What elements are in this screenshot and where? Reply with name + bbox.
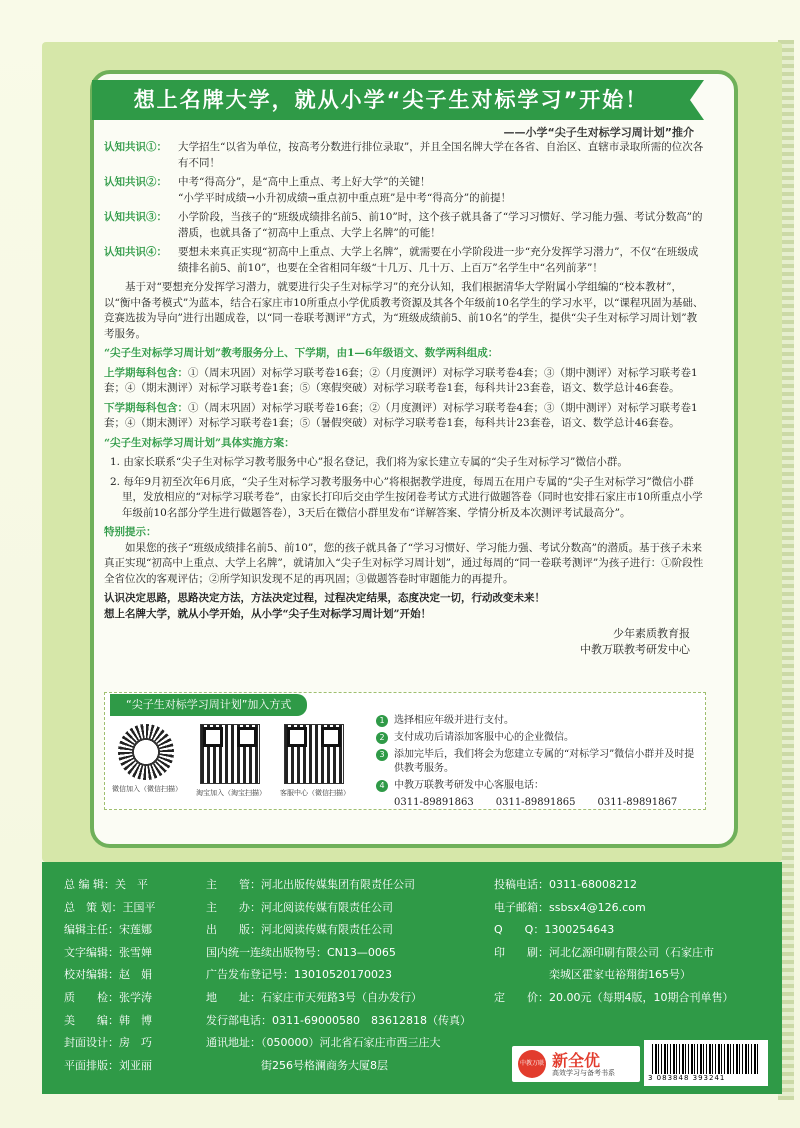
consensus-label: 认知共识③： — [104, 211, 167, 223]
qr-caption: 淘宝加入（淘宝扫描） — [196, 789, 266, 797]
contact-line: 投稿电话：0311-68008212 — [494, 878, 637, 891]
join-step — [376, 748, 696, 776]
contact-line[interactable]: 电子邮箱：ssbsx4@126.com — [494, 900, 646, 914]
slogan-1: 认识决定思路，思路决定方法，方法决定过程，过程决定结果，态度决定一切，行动改变未来！ — [104, 592, 545, 604]
upper-label: 上学期每科包含： — [104, 366, 188, 379]
qr-code-icon — [118, 724, 174, 780]
phone-number[interactable]: 0311-89891867 — [597, 797, 678, 808]
publisher-line: 通讯地址：（050000）河北省石家庄市西三庄大 — [206, 1036, 441, 1050]
phone-list — [376, 796, 696, 810]
staff-line: 封面设计：房 巧 — [64, 1036, 152, 1050]
tip-title: 特别提示： — [104, 526, 157, 538]
qr-caption: 微信加入（微信扫描） — [112, 785, 182, 793]
qr-service[interactable] — [280, 724, 348, 798]
plan-step-2: 2. 每年9月初至次年6月底，“尖子生对标学习教考服务中心”将根据教学进度，每周五在用户专属的“尖子生对标学习”微信小群里，发放相应的“对标学习联考卷”，由家长打印后交由学生按闭卷考试方式进行做题答卷（同时也安排石家庄市10所重点小学年级前10名部分学生进行做题答卷），3天后在微信小群里发布“详解答案、学情分析及本次测评考试最高分”。 — [110, 475, 703, 519]
lower-semester — [104, 401, 704, 432]
signature-org-1: 少年素质教育报 — [613, 627, 690, 640]
staff-line: 编辑主任：宋莲娜 — [64, 923, 152, 937]
step-text: 选择相应年级并进行支付。 — [394, 715, 514, 726]
step-number-icon: 3 — [376, 749, 388, 761]
masthead-footer — [42, 862, 782, 1094]
lower-label: 下学期每科包含： — [104, 401, 188, 414]
phone-number[interactable]: 0311-89891865 — [495, 797, 576, 808]
publisher-line: 地 址：石家庄市天苑路3号（自办发行） — [206, 990, 422, 1004]
staff-line: 平面排版：刘亚丽 — [64, 1058, 152, 1072]
qr-wechat[interactable] — [112, 724, 180, 794]
consensus-text: 小学阶段，当孩子的“班级成绩排名前5、前10”时，这个孩子就具备了“学习习惯好、学习能力强、考试分数高”的潜质，也就具备了“初高中上重点、大学上名牌”的可能！ — [178, 211, 703, 239]
service-title: “尖子生对标学习周计划”教考服务分上、下学期，由1—6年级语文、数学两科组成： — [104, 347, 499, 359]
qr-code-icon — [284, 724, 344, 784]
footer-column-contact — [494, 874, 734, 1010]
upper-semester — [104, 366, 704, 397]
tip-text: 如果您的孩子“班级成绩排名前5、前10”，您的孩子就具备了“学习习惯好、学习能力强、考试分数高”的潜质。基于孩子未来真正实现“初高中上重点、大学上名牌”，就请加入“尖子生对标学习周计划”，通过每周的“同一卷联考测评”为孩子进行：①阶段性全省位次的客观评估；②所学知识发现不足的再巩固；③做题答卷时审题能力的再提升。 — [104, 541, 704, 585]
consensus-label: 认知共识④： — [104, 246, 167, 258]
phone-number[interactable]: 0311-89891863 — [394, 797, 474, 808]
join-step — [376, 714, 696, 728]
step-number-icon: 4 — [376, 780, 388, 792]
barcode-number: 3 083848 393241 — [648, 1074, 726, 1082]
staff-line: 文字编辑：张雪婵 — [64, 945, 152, 959]
step-text: 添加完毕后，我们将会为您建立专属的“对标学习”微信小群并及时提供教考服务。 — [394, 749, 695, 774]
page-headline: 想上名牌大学，就从小学“尖子生对标学习”开始！ — [92, 80, 690, 120]
qr-code-icon — [200, 724, 260, 784]
consensus-label: 认知共识①： — [104, 141, 167, 153]
contact-line: 定 价：20.00元（每期4版，10期合刊单售） — [494, 990, 734, 1004]
footer-column-publisher — [206, 874, 471, 1077]
plan-title: “尖子生对标学习周计划”具体实施方案： — [104, 436, 295, 449]
staff-line: 质 检：张学涛 — [64, 990, 152, 1004]
publisher-line: 国内统一连续出版物号：CN13—0065 — [206, 945, 396, 959]
join-title: “尖子生对标学习周计划”加入方式 — [110, 694, 307, 716]
step-text: 支付成功后请添加客服中心的企业微信。 — [394, 732, 574, 743]
consensus-4 — [104, 245, 704, 276]
contact-line: 栾城区霍家屯裕翔街165号） — [494, 968, 691, 982]
step-number-icon: 1 — [376, 715, 388, 727]
staff-line: 校对编辑：赵 娟 — [64, 968, 152, 982]
publisher-line: 发行部电话：0311-69000580 83612818（传真） — [206, 1013, 471, 1027]
brand-tagline: 高效学习与备考书系 — [552, 1069, 615, 1077]
publisher-line: 街256号格澜商务大厦8层 — [206, 1058, 388, 1072]
consensus-text: 要想未来真正实现“初高中上重点、大学上名牌”，就需要在小学阶段进一步“充分发挥学习潜力”，不仅“在班级成绩排名前5、前10”，也要在全省相同年级“十几万、几十万、上百万”名学生中“名列前茅”！ — [178, 246, 699, 274]
consensus-label: 认知共识②： — [104, 176, 167, 188]
consensus-1 — [104, 140, 704, 171]
join-step — [376, 731, 696, 745]
publisher-line: 主 管：河北出版传媒集团有限责任公司 — [206, 878, 415, 891]
consensus-text: 大学招生“以省为单位，按高考分数进行排位录取”，并且全国名牌大学在各省、自治区、直辖市录取所需的位次各有不同！ — [178, 141, 704, 169]
main-content — [104, 140, 704, 658]
brand-badge-icon: 中教万联 — [518, 1050, 546, 1078]
barcode-icon — [652, 1044, 760, 1074]
intro-paragraph: 基于对“要想充分发挥学习潜力，就要进行尖子生对标学习”的充分认知，我们根据清华大学附属小学组编的“校本教材”，以“衡中备考模式”为蓝本，结合石家庄市10所重点小学优质教考资源及其各个年级前10名学生的学习水平，以“课程巩固为基础、竞赛选拔为导向”进行出题成卷，以“同一卷联考测评”方式，为“班级成绩前5、前10名”的学生，提供“尖子生对标学习周计划”教考服务。 — [104, 281, 704, 340]
slogan-2: 想上名牌大学，就从小学开始，从小学“尖子生对标学习周计划”开始！ — [104, 607, 432, 620]
upper-text: ①（周末巩固）对标学习联考卷16套；②（月度测评）对标学习联考卷4套；③（期中测评）对标学习联考卷1套；④（期末测评）对标学习联考卷1套；⑤（寒假突破）对标学习联考卷1套，每科共计23套卷，语文、数学总计46套卷。 — [104, 366, 698, 394]
qr-caption: 客服中心（微信扫描） — [280, 789, 350, 797]
staff-line: 总 编 辑：关 平 — [64, 878, 148, 891]
brand-logo — [512, 1046, 640, 1082]
signature-org-2: 中教万联教考研发中心 — [580, 643, 690, 656]
footer-column-staff — [64, 874, 156, 1077]
lower-text: ①（周末巩固）对标学习联考卷16套；②（月度测评）对标学习联考卷4套；③（期中测评）对标学习联考卷1套；④（期末测评）对标学习联考卷1套；⑤（暑假突破）对标学习联考卷1套，每科共计23套卷，语文、数学总计46套卷。 — [104, 401, 698, 429]
join-step — [376, 779, 696, 793]
staff-line: 总 策 划：王国平 — [64, 900, 156, 914]
contact-line: Q Q：1300254643 — [494, 923, 615, 937]
consensus-3 — [104, 210, 704, 241]
step-number-icon: 2 — [376, 732, 388, 744]
join-steps — [376, 714, 696, 810]
brand-name: 新全优 — [552, 1051, 601, 1070]
page-subheading: ——小学“尖子生对标学习周计划”推介 — [503, 126, 694, 139]
consensus-text-2: “小学平时成绩→小升初成绩→重点初中重点班”是中考“得高分”的前提！ — [178, 191, 512, 204]
step-text: 中教万联教考研发中心客服电话： — [394, 780, 544, 791]
plan-step-1: 1. 由家长联系“尖子生对标学习教考服务中心”报名登记，我们将为家长建立专属的“尖子生对标学习”微信小群。 — [110, 456, 628, 468]
headline-ribbon-tail — [690, 80, 704, 120]
publisher-line: 广告发布登记号：13010520170023 — [206, 968, 392, 982]
qr-taobao[interactable] — [196, 724, 264, 798]
staff-line: 美 编：韩 博 — [64, 1013, 152, 1027]
consensus-text: 中考“得高分”，是“高中上重点、考上好大学”的关键！ — [178, 176, 431, 188]
publisher-line: 主 办：河北阅读传媒有限责任公司 — [206, 900, 393, 914]
contact-line: 印 刷：河北亿源印刷有限公司（石家庄市 — [494, 945, 714, 959]
publisher-line: 出 版：河北阅读传媒有限责任公司 — [206, 923, 393, 937]
consensus-2 — [104, 175, 704, 206]
barcode — [644, 1040, 768, 1086]
